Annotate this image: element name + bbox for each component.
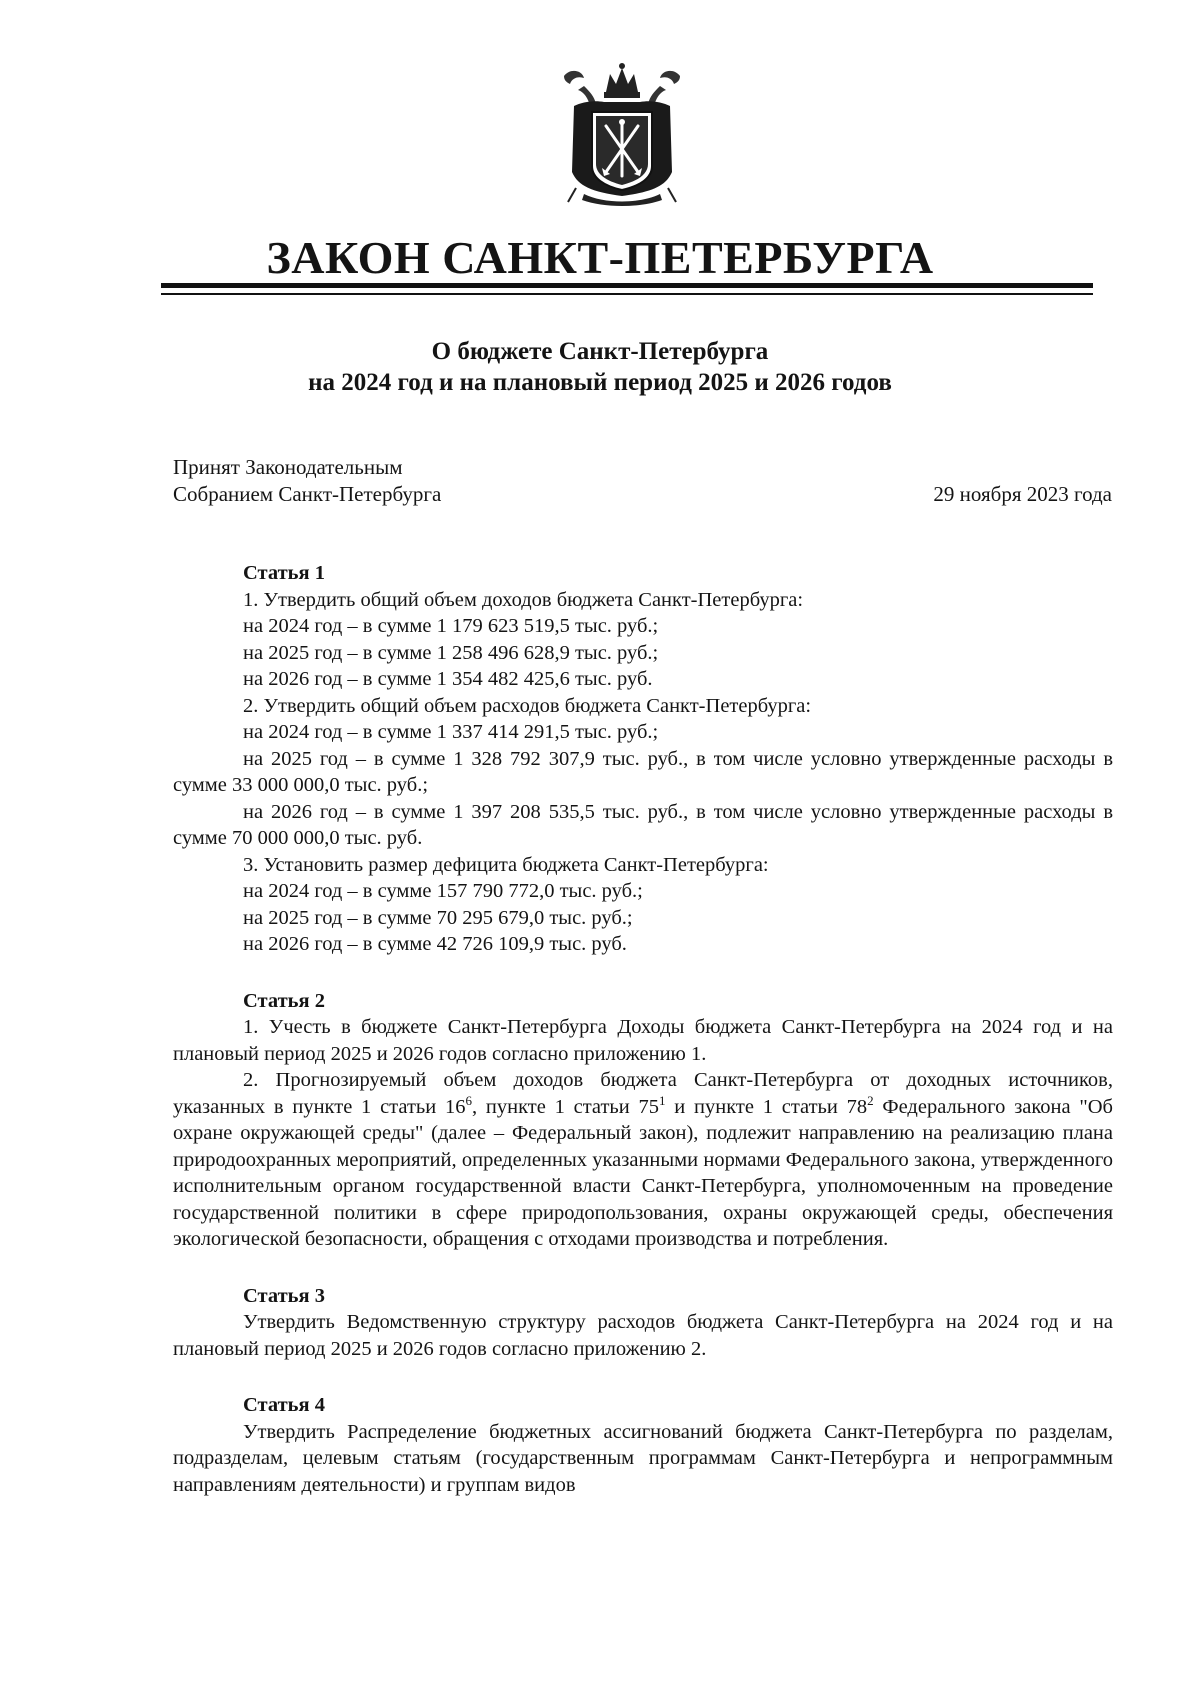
- article-paragraph: [173, 1067, 1113, 1253]
- adoption-line-2: Собранием Санкт-Петербурга: [173, 482, 442, 506]
- article-paragraph: 3. Установить размер дефицита бюджета Санкт-Петербурга:: [243, 853, 769, 876]
- text-run: 2. Прогнозируемый объем доходов бюджета Санкт-Петербурга от доходных источников, указанных в пункте 1 статьи 16: [173, 1069, 1113, 1118]
- article-paragraph: на 2024 год – в сумме 1 179 623 519,5 тыс. руб.;: [243, 615, 659, 637]
- coat-of-arms-icon: [554, 62, 690, 210]
- article-2: [173, 988, 1113, 1253]
- article-heading: Статья 4: [243, 1394, 325, 1416]
- text-run: , пункте 1 статьи 75: [472, 1095, 660, 1118]
- title-rule-thick: [161, 283, 1093, 288]
- article-paragraph: Утвердить Распределение бюджетных ассигнований бюджета Санкт-Петербурга по разделам, подразделам, целевым статьям (государственным программам Санкт-Петербурга и непрограммным направлениям деятельности) и группам видов: [173, 1420, 1113, 1496]
- article-3: [173, 1283, 1113, 1363]
- text-run: и пункте 1 статьи 78: [665, 1095, 868, 1118]
- article-4: [173, 1392, 1113, 1498]
- article-paragraph: на 2026 год – в сумме 1 354 482 425,6 тыс. руб.: [243, 668, 653, 690]
- article-paragraph: 1. Учесть в бюджете Санкт-Петербурга Доходы бюджета Санкт-Петербурга на 2024 год и на плановый период 2025 и 2026 годов согласно приложению 1.: [173, 1016, 1113, 1065]
- article-paragraph: 2. Утвердить общий объем расходов бюджета Санкт-Петербурга:: [243, 694, 812, 717]
- text-run: Федерального закона "Об охране окружающей среды" (далее – Федеральный закон), подлежит направлению на реализацию плана природоохранных мероприятий, определенных указанными нормами Федерального закона, утвержденного исполнительным органом государственной власти Санкт-Петербурга, уполномоченным на проведение государственной политики в сфере природопользования, охраны окружающей среды, обеспечения экологической безопасности, обращения с отходами производства и потребления.: [173, 1095, 1113, 1250]
- article-paragraph: на 2024 год – в сумме 157 790 772,0 тыс. руб.;: [243, 880, 643, 902]
- article-paragraph: на 2025 год – в сумме 70 295 679,0 тыс. руб.;: [243, 906, 633, 929]
- law-subject: [100, 336, 1100, 398]
- law-body: [173, 560, 1113, 1528]
- article-heading: Статья 3: [243, 1284, 325, 1307]
- subject-line-2: на 2024 год и на плановый период 2025 и 2026 годов: [308, 369, 892, 396]
- article-paragraph: на 2025 год – в сумме 1 258 496 628,9 тыс. руб.;: [243, 641, 659, 664]
- article-paragraph: на 2025 год – в сумме 1 328 792 307,9 тыс. руб., в том числе условно утвержденные расходы в сумме 33 000 000,0 тыс. руб.;: [173, 747, 1113, 796]
- article-paragraph: Утвердить Ведомственную структуру расходов бюджета Санкт-Петербурга на 2024 год и на плановый период 2025 и 2026 годов согласно приложению 2.: [173, 1311, 1113, 1360]
- article-1: [173, 560, 1113, 958]
- article-paragraph: на 2024 год – в сумме 1 337 414 291,5 тыс. руб.;: [243, 721, 659, 743]
- law-title: ЗАКОН САНКТ-ПЕТЕРБУРГА: [266, 232, 934, 283]
- article-heading: Статья 2: [243, 989, 325, 1012]
- article-paragraph: на 2026 год – в сумме 42 726 109,9 тыс. руб.: [243, 933, 627, 955]
- adoption-date: 29 ноября 2023 года: [933, 482, 1112, 506]
- superscript: 1: [659, 1092, 666, 1108]
- superscript: 6: [465, 1092, 472, 1108]
- article-heading: Статья 1: [243, 562, 325, 584]
- adoption-body: [173, 454, 441, 508]
- article-paragraph: 1. Утвердить общий объем доходов бюджета Санкт-Петербурга:: [243, 588, 804, 611]
- title-rule-thin: [161, 293, 1093, 295]
- subject-line-1: О бюджете Санкт-Петербурга: [431, 338, 769, 365]
- article-paragraph: на 2026 год – в сумме 1 397 208 535,5 тыс. руб., в том числе условно утвержденные расходы в сумме 70 000 000,0 тыс. руб.: [173, 800, 1113, 849]
- adoption-line-1: Принят Законодательным: [173, 455, 403, 479]
- superscript: 2: [867, 1092, 874, 1108]
